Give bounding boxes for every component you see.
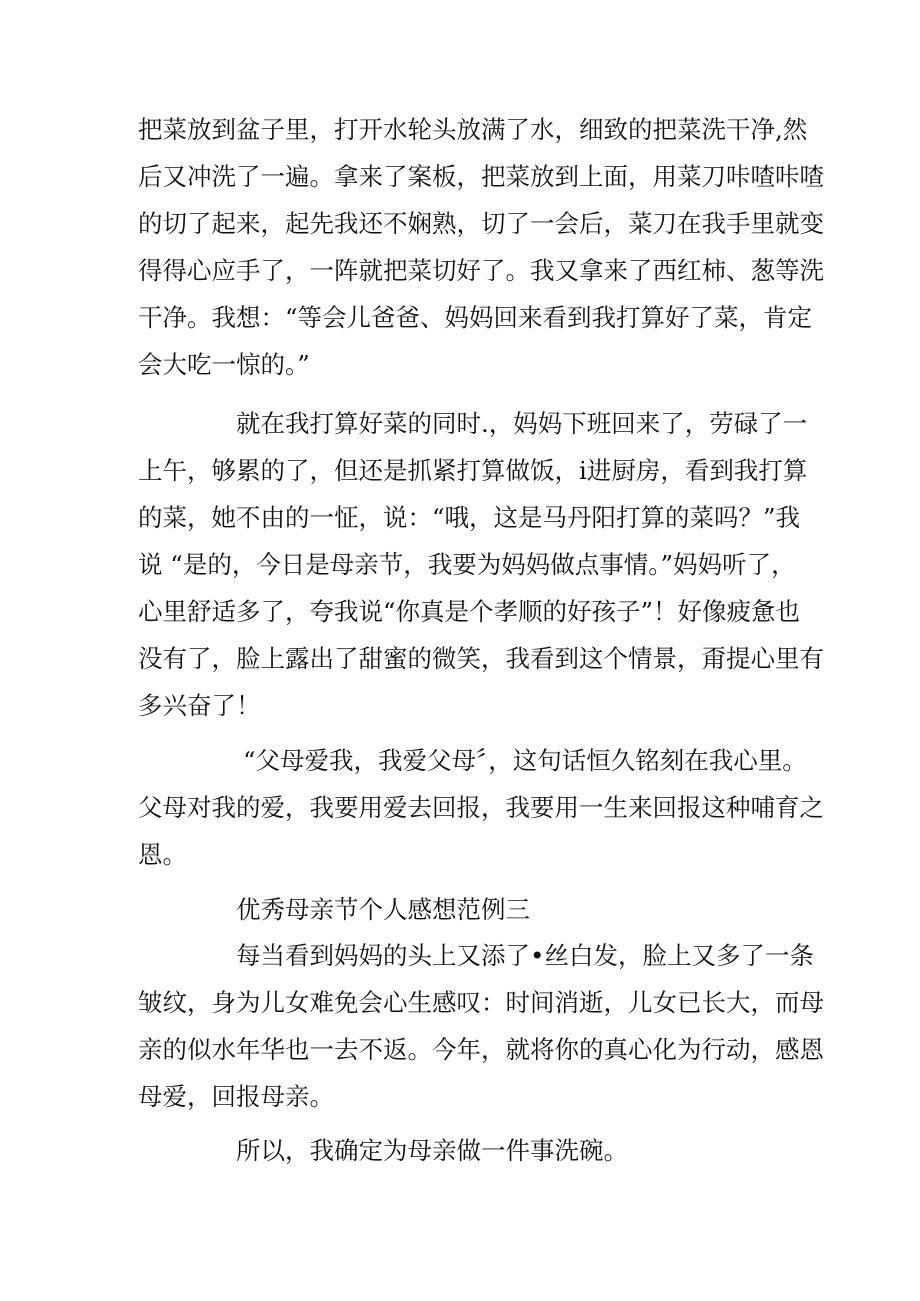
- text-line: 父母对我的爱，我要用爱去回报，我要用一生来回报这种哺育之: [138, 793, 824, 822]
- text-line: 母爱，回报母亲。: [138, 1082, 334, 1111]
- text-line: 心里舒适多了，夸我说“你真是个孝顺的好孩子”！好像疲惫也: [138, 597, 801, 626]
- text-line: “父母爱我，我爱父母〞，这句话恒久铭刻在我心里。: [243, 746, 807, 775]
- text-line: 说 “是的，今日是母亲节，我要为妈妈做点事情。”妈妈听了，: [138, 550, 796, 579]
- text-line: 没有了，脸上露出了甜蜜的微笑，我看到这个情景，甭提心里有: [138, 644, 824, 673]
- text-line: 就在我打算好菜的同时.，妈妈下班回来了，劳碌了一: [236, 409, 808, 438]
- text-line: 每当看到妈妈的头上又添了•丝白发，脸上又多了一条: [236, 941, 814, 970]
- heading-text: 优秀母亲节个人感想范例三: [236, 895, 530, 924]
- text-line: 得得心应手了，一阵就把菜切好了。我又拿来了西红柿、葱等洗: [138, 256, 824, 285]
- text-line: 的切了起来，起先我还不娴熟，切了一会后，菜刀在我手里就变: [138, 209, 824, 238]
- text-line: 多兴奋了！: [138, 691, 261, 720]
- text-line: 皱纹，身为儿女难免会心生感叹：时间消逝，儿女已长大，而母: [138, 988, 824, 1017]
- text-line: 会大吃一惊的。”: [138, 350, 310, 379]
- text-line: 亲的似水年华也一去不返。今年，就将你的真心化为行动，感恩: [138, 1035, 824, 1064]
- text-line: 的菜，她不由的一怔，说：“哦，这是马丹阳打算的菜吗？”我: [138, 503, 801, 532]
- text-line: 所以，我确定为母亲做一件事洗碗。: [236, 1136, 628, 1165]
- text-line: 干净。我想：“等会儿爸爸、妈妈回来看到我打算好了菜，肯定: [138, 303, 813, 332]
- text-line: 上午，够累的了，但还是抓紧打算做饭，i进厨房，看到我打算: [138, 456, 808, 485]
- text-line: 把菜放到盆子里，打开水轮头放满了水，细致的把菜洗干净,然: [138, 115, 808, 144]
- text-line: 后又冲洗了一遍。拿来了案板，把菜放到上面，用菜刀咔喳咔喳: [138, 162, 824, 191]
- text-line: 恩。: [138, 840, 187, 869]
